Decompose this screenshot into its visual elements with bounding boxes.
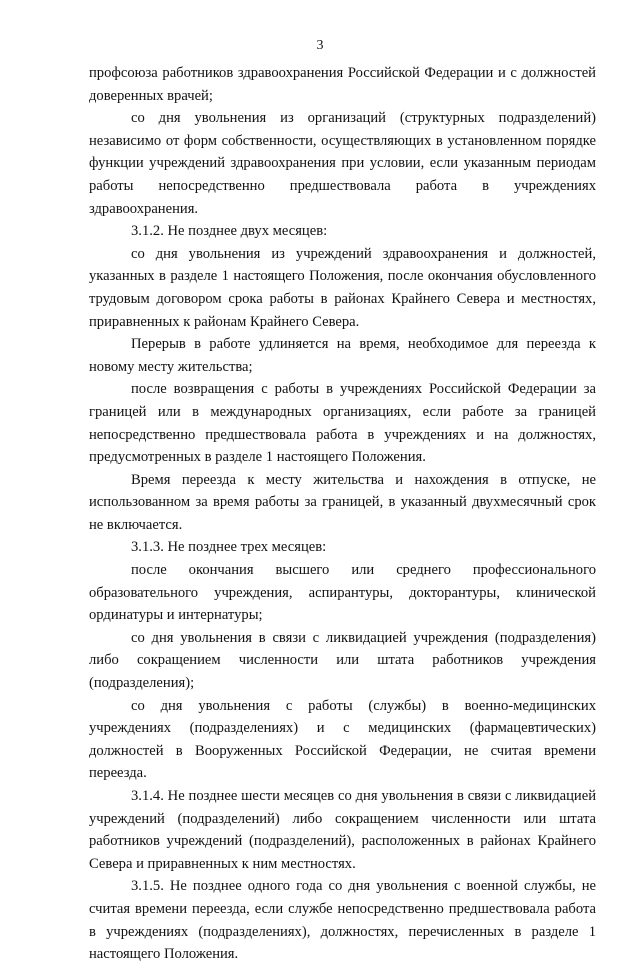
paragraph-7: 3.1.3. Не позднее трех месяцев: — [131, 539, 327, 556]
paragraph-5: после возвращения с работы в учреждениях Российской Федерации за границей или в международных организациях, если работе за границей непосредственно предшествовала работа в учреждениях и на должностях, предусмотренных в разделе 1 настоящего Положения. — [89, 381, 596, 466]
paragraph-4: Перерыв в работе удлиняется на время, необходимое для переезда к новому месту жительства; — [89, 336, 596, 375]
document-body — [89, 62, 596, 966]
paragraph-11: 3.1.4. Не позднее шести месяцев со дня увольнения в связи с ликвидацией учреждений (подразделений) либо сокращением численности или штата работников учреждений (подразделений), расположенных в районах Крайнего Севера и приравненных к ним местностях. — [89, 788, 596, 872]
paragraph-10: со дня увольнения с работы (службы) в военно-медицинских учреждениях (подразделениях) и с медицинских (фармацевтических) должностей в Вооруженных Российской Федерации, не считая времени переезда. — [89, 697, 596, 782]
paragraph-9: со дня увольнения в связи с ликвидацией учреждения (подразделения) либо сокращением численности или штата работников учреждения (подразделения); — [89, 629, 596, 692]
paragraph-3: со дня увольнения из учреждений здравоохранения и должностей, указанных в разделе 1 настоящего Положения, после окончания обусловленного трудовым договором срока работы в районах Крайнего Севера и местностях, приравненных к районам Крайнего Севера. — [89, 245, 596, 330]
paragraph-6: Время переезда к месту жительства и нахождения в отпуске, не использованном за время работы за границей, в указанный двухмесячный срок не включается. — [89, 471, 596, 533]
paragraph-8: после окончания высшего или среднего профессионального образовательного учреждения, аспирантуры, докторантуры, клинической ординатуры и интернатуры; — [89, 562, 596, 624]
paragraph-1: со дня увольнения из организаций (структурных подразделений) независимо от форм собственности, осуществляющих в установленном порядке функции учреждений здравоохранения при условии, если указанным периодам работы непосредственно предшествовала работа в учреждениях здравоохранения. — [89, 110, 596, 217]
paragraph-0: профсоюза работников здравоохранения Российской Федерации и с должностей доверенных врачей; — [89, 65, 596, 104]
paragraph-12: 3.1.5. Не позднее одного года со дня увольнения с военной службы, не считая времени переезда, если службе непосредственно предшествовала работа в учреждениях (подразделениях), должностях, перечисленных в разделе 1 настоящего Положения. — [89, 878, 596, 963]
paragraph-2: 3.1.2. Не позднее двух месяцев: — [131, 223, 328, 240]
page-number: 3 — [316, 38, 324, 53]
